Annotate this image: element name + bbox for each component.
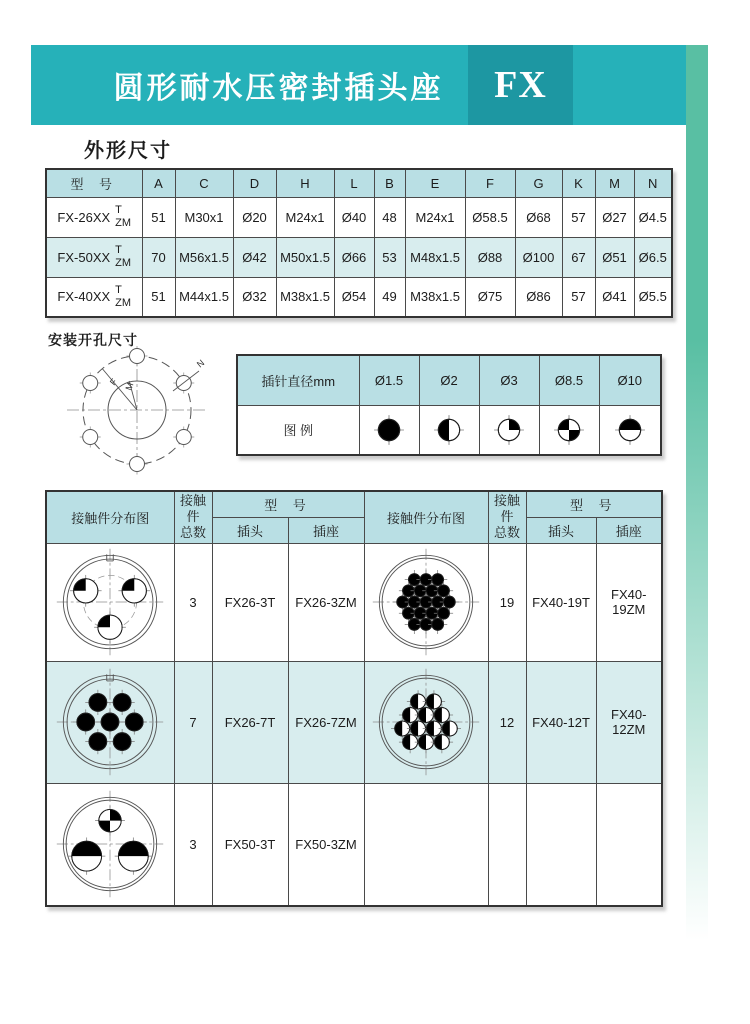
dim-cell-value: M38x1.5	[405, 277, 465, 317]
dim-cell-value: M56x1.5	[175, 237, 233, 277]
contact-arrangement-table	[45, 490, 663, 907]
dim-cell-value: 53	[374, 237, 405, 277]
contacts-header-socket: 插座	[288, 517, 364, 543]
model-suffix-t: T	[115, 244, 122, 257]
contact-count-cell: 12	[488, 661, 526, 783]
dim-header-col-D: D	[233, 169, 276, 197]
model-suffix-zm: ZM	[115, 217, 132, 229]
contacts-row	[46, 543, 662, 661]
dim-cell-value: Ø32	[233, 277, 276, 317]
socket-model-cell: FX26-3ZM	[288, 543, 364, 661]
empty-plug-cell	[526, 783, 596, 906]
fx40_19-layout-diagram	[370, 546, 482, 658]
dim-cell-value: Ø51	[595, 237, 634, 277]
socket-model-cell: FX40-12ZM	[596, 661, 662, 783]
empty-socket-cell	[596, 783, 662, 906]
pin-diameter-value: Ø3	[479, 355, 539, 405]
contacts-header-plug: 插头	[212, 517, 288, 543]
dim-cell-value: Ø41	[595, 277, 634, 317]
pin-diameter-value: Ø2	[419, 355, 479, 405]
checker-tlbr-symbol-icon	[553, 414, 585, 446]
plug-model-cell: FX40-12T	[526, 661, 596, 783]
socket-model-cell: FX40-19ZM	[596, 543, 662, 661]
contacts-header-layout: 接触件分布图	[364, 491, 488, 543]
contact-layout-cell-fx26_3	[46, 543, 174, 661]
dim-cell-value: Ø4.5	[634, 197, 672, 237]
model-name: FX-40XX	[57, 289, 111, 305]
header-banner	[31, 45, 686, 125]
dim-cell-value: 57	[562, 277, 595, 317]
pin-diameter-value: Ø1.5	[359, 355, 419, 405]
dim-cell-value: M44x1.5	[175, 277, 233, 317]
dim-cell-value: 51	[142, 277, 175, 317]
page-title: 圆形耐水压密封插头座	[113, 72, 444, 105]
model-name: FX-26XX	[57, 209, 111, 225]
socket-model-cell: FX50-3ZM	[288, 783, 364, 906]
half-left-symbol-icon	[433, 414, 465, 446]
pin-diameter-row	[237, 355, 661, 405]
dim-header-col-F: F	[465, 169, 515, 197]
dim-header-col-M: M	[595, 169, 634, 197]
plug-model-cell: FX50-3T	[212, 783, 288, 906]
svg-text:N: N	[194, 357, 207, 370]
dim-cell-value: Ø42	[233, 237, 276, 277]
dim-header-model: 型 号	[46, 169, 142, 197]
dim-row-FX-26XX	[46, 197, 672, 237]
dim-cell-value: Ø54	[334, 277, 374, 317]
plug-model-cell: FX40-19T	[526, 543, 596, 661]
contact-layout-cell-fx26_7	[46, 661, 174, 783]
dim-header-col-B: B	[374, 169, 405, 197]
contacts-header-count: 接触件 总数	[174, 491, 212, 543]
plug-model-cell: FX26-7T	[212, 661, 288, 783]
model-suffix-t: T	[115, 204, 122, 217]
series-label: FX	[494, 64, 547, 106]
contacts-header-plug: 插头	[526, 517, 596, 543]
dim-cell-value: Ø68	[515, 197, 562, 237]
model-suffix-zm: ZM	[115, 257, 132, 269]
dim-cell-value: M50x1.5	[276, 237, 334, 277]
contacts-row	[46, 661, 662, 783]
fx26_3-layout-diagram	[54, 546, 166, 658]
dim-cell-value: M24x1	[405, 197, 465, 237]
socket-model-cell: FX26-7ZM	[288, 661, 364, 783]
solid-symbol-icon	[373, 414, 405, 446]
pin-legend-row	[237, 405, 661, 455]
svg-text:M: M	[123, 381, 136, 392]
dim-cell-value: M24x1	[276, 197, 334, 237]
dim-cell-value: Ø20	[233, 197, 276, 237]
model-suffix-zm: ZM	[115, 296, 132, 309]
pin-legend-symbol-solid	[359, 405, 419, 455]
dim-row-FX-40XX	[46, 277, 672, 317]
dim-cell-value: 49	[374, 277, 405, 317]
dim-cell-value: M48x1.5	[405, 237, 465, 277]
contacts-row	[46, 783, 662, 906]
pin-legend-symbol-checker-tlbr	[539, 405, 599, 455]
dim-cell-value: Ø5.5	[634, 277, 672, 317]
contact-layout-cell-fx40_12	[364, 661, 488, 783]
contact-count-cell: 19	[488, 543, 526, 661]
dim-header-col-E: E	[405, 169, 465, 197]
pin-legend-symbol-half-top	[599, 405, 661, 455]
pin-legend-symbol-half-left	[419, 405, 479, 455]
contacts-header-count: 接触件 总数	[488, 491, 526, 543]
model-suffix-t: T	[115, 284, 122, 297]
dim-header-col-L: L	[334, 169, 374, 197]
pin-diameter-label: 插针直径mm	[237, 355, 359, 405]
header-title-wrap	[31, 45, 468, 125]
contacts-header-layout: 接触件分布图	[46, 491, 174, 543]
dim-header-col-G: G	[515, 169, 562, 197]
dim-cell-value: Ø66	[334, 237, 374, 277]
pin-legend-symbol-quad-tr	[479, 405, 539, 455]
contact-count-cell: 7	[174, 661, 212, 783]
dim-header-col-N: N	[634, 169, 672, 197]
dim-cell-value: Ø6.5	[634, 237, 672, 277]
dim-header-col-H: H	[276, 169, 334, 197]
dim-cell-value: Ø86	[515, 277, 562, 317]
contact-count-cell: 3	[174, 783, 212, 906]
banner-tail	[573, 45, 686, 125]
contacts-header-socket: 插座	[596, 517, 662, 543]
empty-layout-cell	[364, 783, 488, 906]
contact-layout-cell-fx40_19	[364, 543, 488, 661]
fx50_3-layout-diagram	[54, 788, 166, 900]
mounting-hole-diagram	[36, 346, 238, 478]
pin-diameter-value: Ø8.5	[539, 355, 599, 405]
contacts-header-model: 型 号	[212, 491, 364, 517]
quad-tr-symbol-icon	[493, 414, 525, 446]
dim-header-col-K: K	[562, 169, 595, 197]
plug-model-cell: FX26-3T	[212, 543, 288, 661]
side-gradient-strip	[686, 45, 708, 968]
svg-text:F: F	[107, 376, 120, 388]
dim-cell-value: 57	[562, 197, 595, 237]
dim-cell-value: 70	[142, 237, 175, 277]
section-title-mounting-holes: 安装开孔尺寸	[48, 332, 138, 348]
pin-diameter-legend-table	[236, 354, 662, 456]
dim-cell-value: M38x1.5	[276, 277, 334, 317]
dim-cell-model	[46, 237, 142, 277]
dim-cell-model	[46, 197, 142, 237]
dim-cell-value: Ø58.5	[465, 197, 515, 237]
dim-cell-model	[46, 277, 142, 317]
contacts-header-model: 型 号	[526, 491, 662, 517]
pin-diameter-value: Ø10	[599, 355, 661, 405]
dim-cell-value: 48	[374, 197, 405, 237]
pin-legend-label: 图 例	[237, 405, 359, 455]
dim-cell-value: 51	[142, 197, 175, 237]
contact-layout-cell-fx50_3	[46, 783, 174, 906]
dim-cell-value: Ø100	[515, 237, 562, 277]
dim-cell-value: M30x1	[175, 197, 233, 237]
section-title-outline-dimensions: 外形尺寸	[84, 140, 172, 162]
dim-header-col-C: C	[175, 169, 233, 197]
dimension-table	[45, 168, 673, 318]
fx40_12-layout-diagram	[370, 666, 482, 778]
dim-row-FX-50XX	[46, 237, 672, 277]
empty-count-cell	[488, 783, 526, 906]
dim-cell-value: Ø75	[465, 277, 515, 317]
contact-count-cell: 3	[174, 543, 212, 661]
dim-cell-value: Ø27	[595, 197, 634, 237]
half-top-symbol-icon	[614, 414, 646, 446]
dim-cell-value: 67	[562, 237, 595, 277]
dim-header-col-A: A	[142, 169, 175, 197]
dim-cell-value: Ø88	[465, 237, 515, 277]
model-name: FX-50XX	[57, 249, 111, 265]
fx26_7-layout-diagram	[54, 666, 166, 778]
series-box	[468, 45, 573, 125]
mounting-hole-svg	[36, 346, 238, 478]
dim-cell-value: Ø40	[334, 197, 374, 237]
